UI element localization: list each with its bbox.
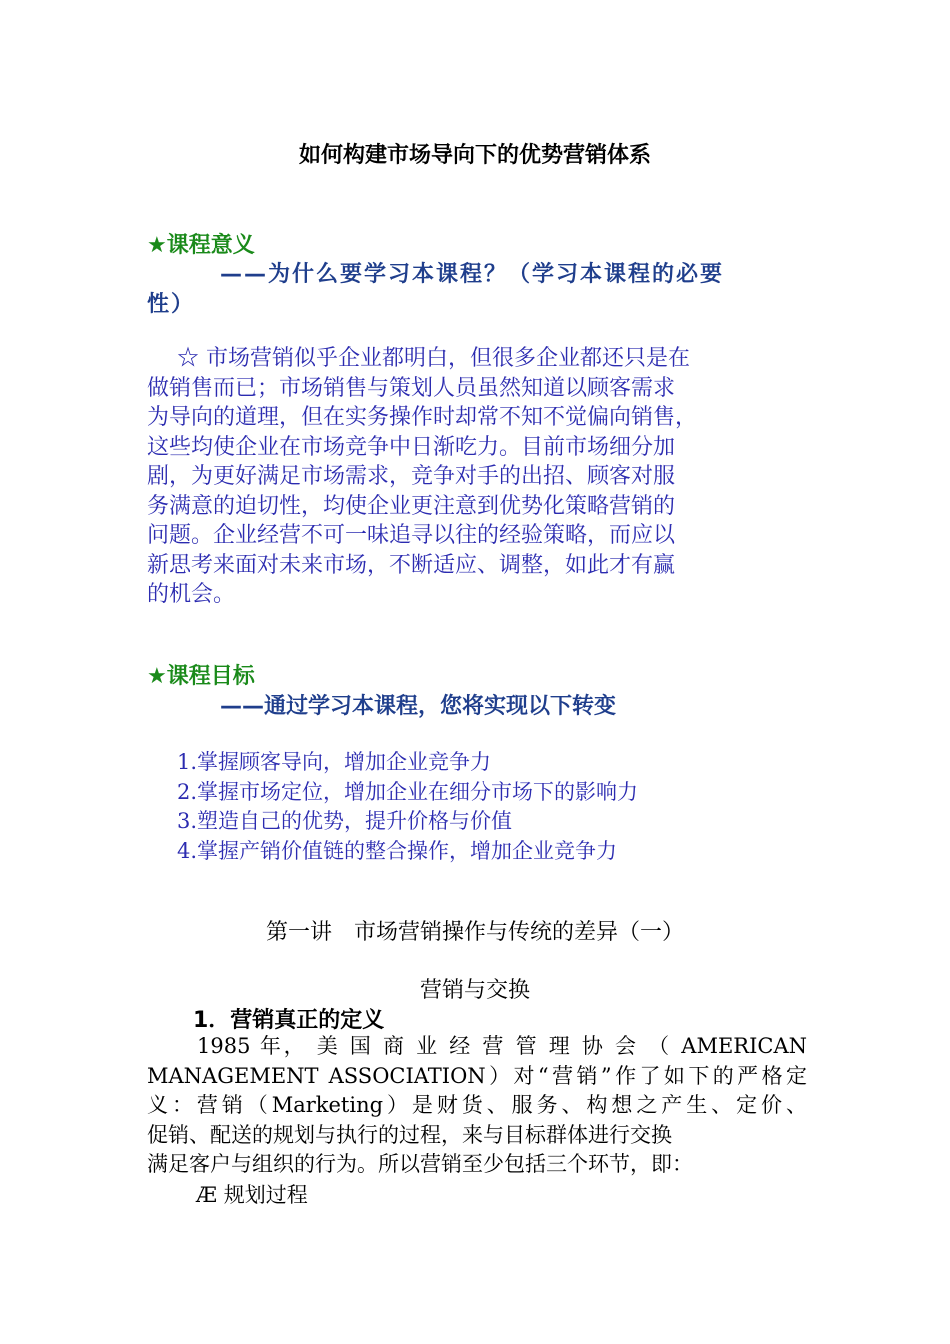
paragraph-line: 这些均使企业在市场竞争中日渐吃力。目前市场细分加: [147, 434, 676, 460]
paragraph-line: 的机会。: [147, 582, 236, 607]
body-line: 1985 年， 美 国 商 业 经 营 管 理 协 会 （ AMERICAN: [197, 1034, 807, 1058]
goals-list: [177, 748, 638, 866]
paragraph-line: 问题。企业经营不可一味追寻以往的经验策略，而应以: [147, 523, 676, 548]
paragraph-line: 为导向的道理，但在实务操作时却常不知不觉偏向销售，: [147, 405, 698, 430]
body-line: 促销、配送的规划与执行的过程，来与目标群体进行交换: [147, 1122, 672, 1147]
section-heading-course-goals: ★课程目标: [147, 664, 255, 689]
bullet-planning-process: Æ 规划过程: [196, 1183, 308, 1207]
body-line: 满足客户与组织的行为。所以营销至少包括三个环节，即：: [147, 1152, 693, 1176]
section-subheading-line1: ——为什么要学习本课程？（学习本课程的必要: [220, 262, 725, 287]
document-title: 如何构建市场导向下的优势营销体系: [298, 143, 651, 168]
course-significance-paragraph: [147, 344, 787, 610]
lecture-title: 第一讲 市场营销操作与传统的差异（一）: [265, 920, 684, 945]
paragraph-line: 务满意的迫切性，均使企业更注意到优势化策略营销的: [147, 493, 676, 519]
body-line: 义：营销（Marketing）是财货、服务、构想之产生、定价、: [147, 1093, 807, 1117]
lecture-subtitle: 营销与交换: [419, 978, 530, 1003]
paragraph-line: 新思考来面对未来市场，不断适应、调整，如此才有赢: [147, 552, 676, 578]
list-item: 3.塑造自己的优势，提升价格与价值: [177, 809, 513, 833]
section-heading-course-significance: ★课程意义: [147, 233, 255, 258]
paragraph-line: ☆ 市场营销似乎企业都明白，但很多企业都还只是在: [177, 346, 690, 371]
section-subheading-line2: 性）: [147, 292, 196, 317]
paragraph-line: 做销售而已；市场销售与策划人员虽然知道以顾客需求: [147, 375, 676, 401]
body-line: MANAGEMENT ASSOCIATION）对“营销”作了如下的严格定: [147, 1063, 807, 1088]
list-item: 2.掌握市场定位，增加企业在细分市场下的影响力: [177, 779, 639, 804]
lecture-body: [147, 1032, 807, 1180]
section-subheading-goals: ——通过学习本课程，您将实现以下转变: [220, 694, 617, 719]
lecture-section-heading: 1．营销真正的定义: [193, 1008, 385, 1033]
list-item: 4.掌握产销价值链的整合操作，增加企业竞争力: [177, 838, 618, 863]
paragraph-line: 剧，为更好满足市场需求，竞争对手的出招、顾客对服: [147, 464, 676, 489]
list-item: 1.掌握顾客导向，增加企业竞争力: [177, 750, 492, 774]
